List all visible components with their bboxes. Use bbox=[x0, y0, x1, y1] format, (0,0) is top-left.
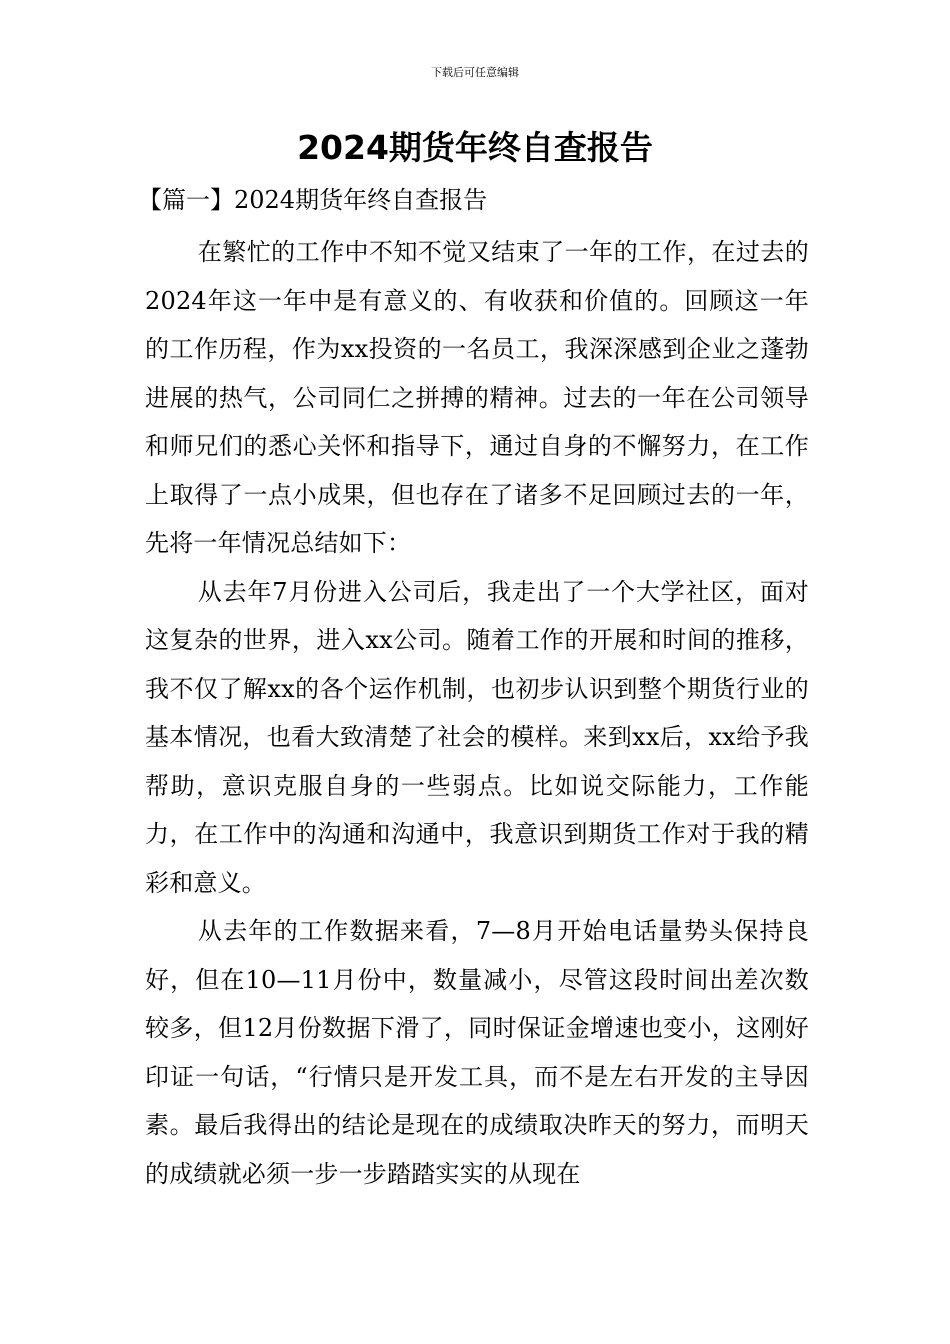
document-title: 2024期货年终自查报告 bbox=[297, 128, 653, 167]
paragraph-1: 在繁忙的工作中不知不觉又结束了一年的工作，在过去的2024年这一年中是有意义的、有收获和价值的。回顾这一年的工作历程，作为xx投资的一名员工，我深深感到企业之蓬勃进展的热气，公司同仁之拼搏的精神。过去的一年在公司领导和师兄们的悉心关怀和指导下，通过自身的不懈努力，在工作上取得了一点小成果，但也存在了诸多不足回顾过去的一年，先将一年情况总结如下： bbox=[145, 238, 809, 557]
section-heading: 【篇一】2024期货年终自查报告 bbox=[138, 186, 488, 214]
paragraph-2: 从去年7月份进入公司后，我走出了一个大学社区，面对这复杂的世界，进入xx公司。随着工作的开展和时间的推移，我不仅了解xx的各个运作机制，也初步认识到整个期货行业的基本情况，也看大致清楚了社会的模样。来到xx后，xx给予我帮助，意识克服自身的一些弱点。比如说交际能力，工作能力，在工作中的沟通和沟通中，我意识到期货工作对于我的精彩和意义。 bbox=[145, 577, 809, 897]
paragraph-3: 从去年的工作数据来看，7—8月开始电话量势头保持良好，但在10—11月份中，数量减小，尽管这段时间出差次数较多，但12月份数据下滑了，同时保证金增速也变小，这刚好印证一句话，“行情只是开发工具，而不是左右开发的主导因素。最后我得出的结论是现在的成绩取决昨天的努力，而明天的成绩就必须一步一步踏踏实实的从现在 bbox=[145, 917, 809, 1188]
document-body bbox=[145, 228, 809, 1198]
page-header-note: 下载后可任意编辑 bbox=[431, 66, 519, 79]
